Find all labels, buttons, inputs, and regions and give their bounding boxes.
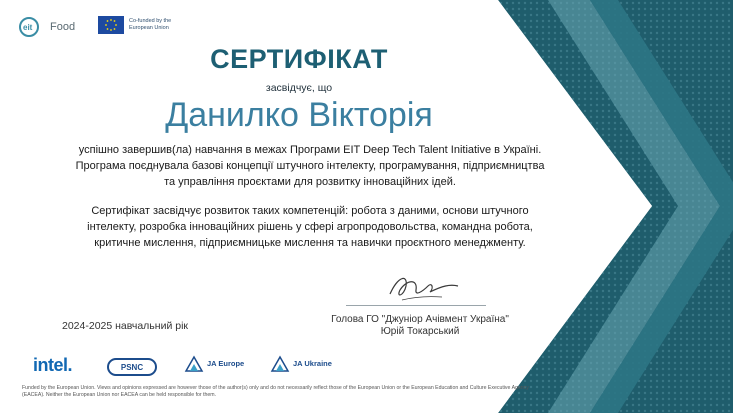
academic-year: 2024-2025 навчальний рік: [62, 320, 188, 332]
intel-logo: intel.: [33, 355, 73, 375]
signer-title: Голова ГО "Джуніор Ачівмент Україна": [331, 314, 509, 325]
program-description: [20, 142, 600, 190]
program-line: та управління проєктами для розвитку інноваційних ідей.: [164, 176, 456, 188]
signature-line: [346, 305, 486, 306]
ja-ukraine-logo: [270, 355, 332, 373]
eu-logo: [98, 16, 189, 34]
ja-triangle-icon: [270, 355, 290, 373]
certificate-title: СЕРТИФІКАТ: [210, 44, 388, 74]
program-line: успішно завершив(ла) навчання в межах Програми EIT Deep Tech Talent Initiative в Україні.: [78, 144, 542, 156]
competencies-line: Сертифікат засвідчує розвиток таких компетенцій: робота з даними, основи штучного: [91, 205, 529, 217]
svg-text:eit: eit: [23, 23, 33, 32]
ja-ukraine-text: JA Ukraine: [293, 359, 332, 369]
eit-logo-text: Food: [50, 21, 76, 33]
eu-flag-icon: [98, 16, 124, 34]
eit-food-logo: [18, 16, 75, 38]
ja-europe-logo: [184, 355, 244, 373]
psnc-logo-text: PSNC: [120, 362, 144, 372]
competencies-line: інтелекту, розробка інноваційних рішень у сфері агропродовольства, командна робота,: [87, 221, 533, 233]
signature-image: [384, 270, 464, 304]
signer-name: Юрій Токарський: [380, 326, 460, 337]
competencies-description: [20, 203, 600, 251]
eu-logo-text: Co-funded by the European Union: [129, 18, 172, 31]
ja-triangle-icon: [184, 355, 204, 373]
ja-europe-text: JA Europe: [207, 359, 245, 369]
eit-logo-icon: [18, 16, 44, 38]
program-line: Програма поєднувала базові концепції штучного інтелекту, програмування, підприємництва: [75, 160, 545, 172]
certificate-subtitle: засвідчує, що: [265, 82, 333, 94]
competencies-line: критичне мислення, підприємницьке мислення та навички проєктного менеджменту.: [94, 237, 526, 249]
psnc-logo: [107, 358, 157, 376]
eu-disclaimer: Funded by the European Union. Views and opinions expressed are however those of the author(s) only and do not necessarily reflect those of the European Union or the European Education and Culture Executive Agency (EACEA). Neither the European Union nor EACEA can be held responsible for them.: [22, 385, 529, 398]
recipient-name: Данилко Вікторія: [165, 96, 433, 134]
